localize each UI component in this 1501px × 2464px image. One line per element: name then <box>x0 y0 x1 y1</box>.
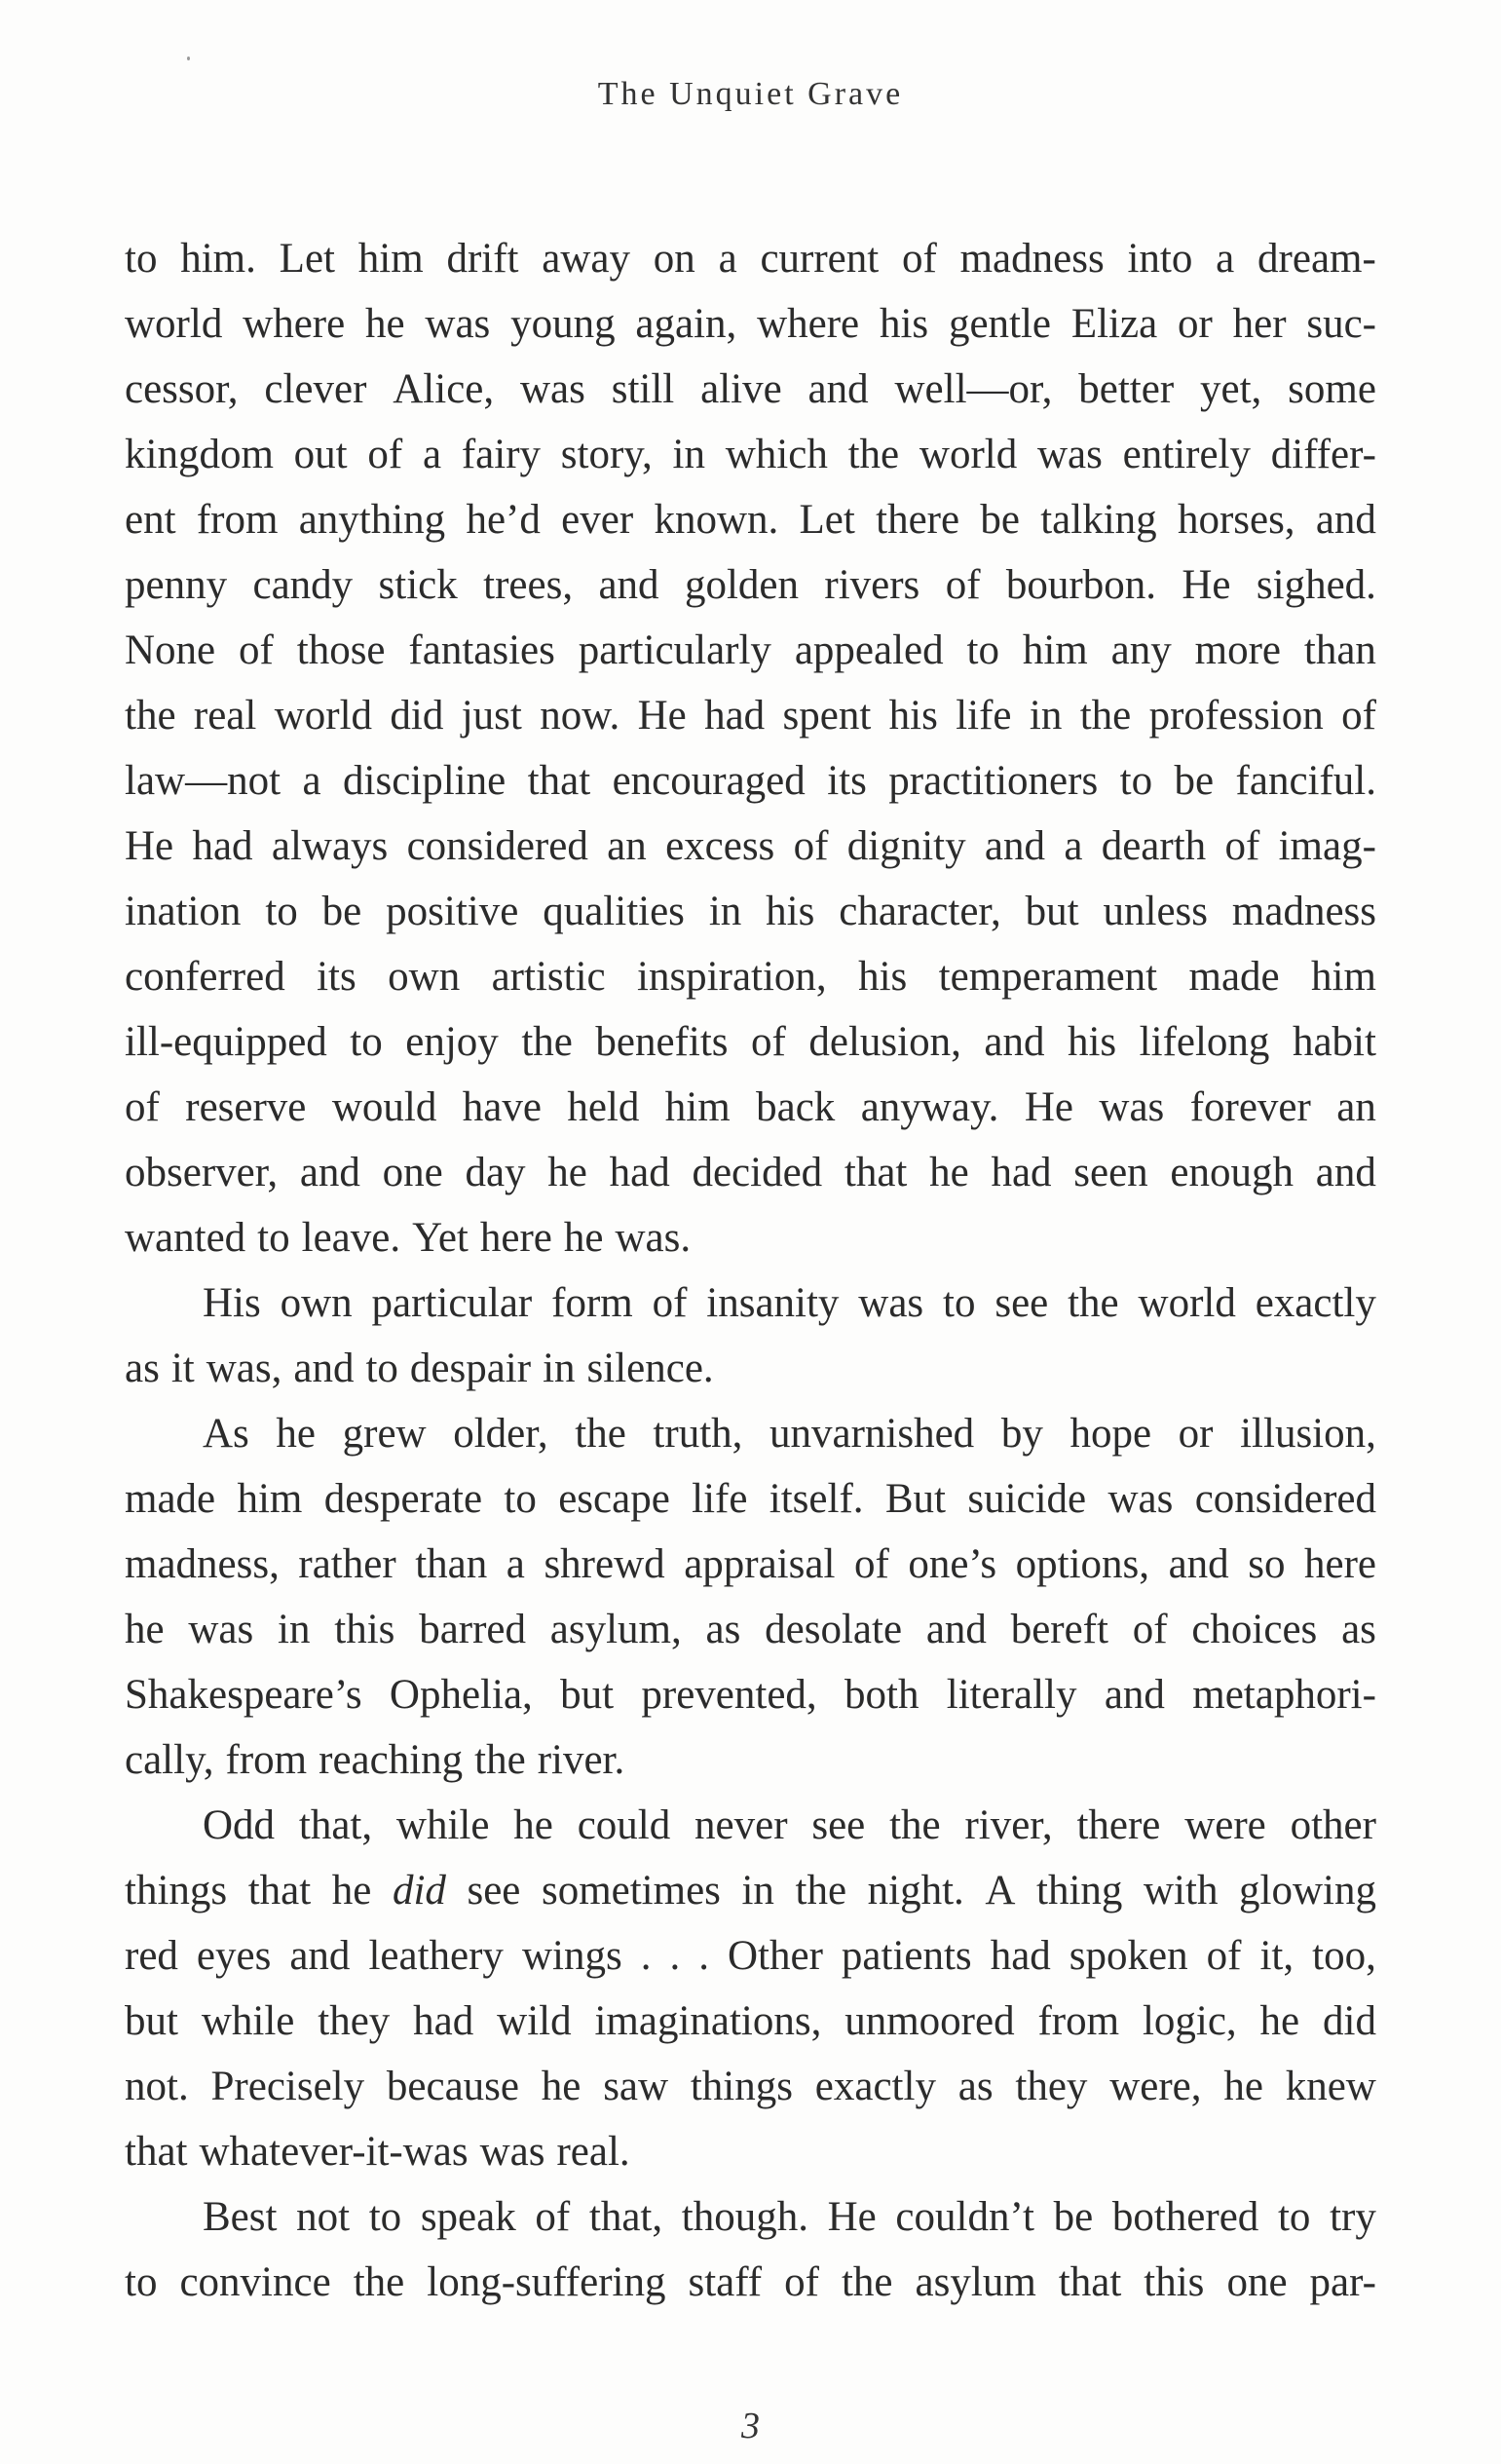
text-line: cally, from reaching the river. <box>125 1737 625 1783</box>
text-line: penny candy stick trees, and golden rivers of bourbon. He sighed. <box>125 562 1376 608</box>
text-line: ination to be positive qualities in his character, but unless madness <box>125 889 1376 934</box>
text-line: Best not to speak of that, though. He couldn’t be bothered to try <box>203 2194 1376 2240</box>
text-line: None of those fantasies particularly appealed to him any more than <box>125 627 1376 673</box>
text-line: but while they had wild imaginations, unmoored from logic, he did <box>125 1998 1376 2044</box>
text-line: observer, and one day he had decided that he had seen enough and <box>125 1150 1376 1195</box>
text-line: His own particular form of insanity was to see the world exactly <box>203 1280 1376 1326</box>
text-line: of reserve would have held him back anyway. He was forever an <box>125 1084 1376 1130</box>
text-line: ent from anything he’d ever known. Let there be talking horses, and <box>125 497 1376 543</box>
text-line: world where he was young again, where his gentle Eliza or her suc- <box>125 301 1376 347</box>
text-line: that whatever-it-was was real. <box>125 2129 630 2175</box>
text-line: ill-equipped to enjoy the benefits of delusion, and his lifelong habit <box>125 1019 1376 1065</box>
text-line: Odd that, while he could never see the river, there were other <box>203 1802 1376 1848</box>
text-line: conferred its own artistic inspiration, his temperament made him <box>125 954 1376 1000</box>
text-line: madness, rather than a shrewd appraisal of one’s options, and so here <box>125 1541 1376 1587</box>
text-line: He had always considered an excess of dignity and a dearth of imag- <box>125 823 1376 869</box>
text-line: as it was, and to despair in silence. <box>125 1346 714 1391</box>
running-head: The Unquiet Grave <box>597 76 904 112</box>
text-line: law—not a discipline that encouraged its practitioners to be fanciful. <box>125 758 1376 804</box>
text-line: Shakespeare’s Ophelia, but prevented, both literally and metaphori- <box>125 1672 1376 1718</box>
paper-speck <box>187 57 190 60</box>
text-line: things that he did see sometimes in the night. A thing with glowing <box>125 1868 1376 1914</box>
text-line: red eyes and leathery wings . . . Other patients had spoken of it, too, <box>125 1933 1376 1979</box>
text-line: cessor, clever Alice, was still alive and well—or, better yet, some <box>125 366 1376 412</box>
page-number: 3 <box>741 2406 760 2446</box>
text-line: he was in this barred asylum, as desolate and bereft of choices as <box>125 1607 1376 1652</box>
text-line: wanted to leave. Yet here he was. <box>125 1215 692 1261</box>
text-line: to him. Let him drift away on a current of madness into a dream- <box>125 236 1376 282</box>
text-line: the real world did just now. He had spent his life in the profession of <box>125 693 1376 739</box>
text-line: made him desperate to escape life itself. But suicide was considered <box>125 1476 1376 1522</box>
text-line: to convince the long-suffering staff of the asylum that this one par- <box>125 2259 1376 2305</box>
text-line: As he grew older, the truth, unvarnished by hope or illusion, <box>203 1411 1376 1457</box>
text-line: kingdom out of a fairy story, in which the world was entirely differ- <box>125 432 1376 477</box>
text-line: not. Precisely because he saw things exactly as they were, he knew <box>125 2064 1376 2109</box>
body-text <box>125 226 1376 2315</box>
